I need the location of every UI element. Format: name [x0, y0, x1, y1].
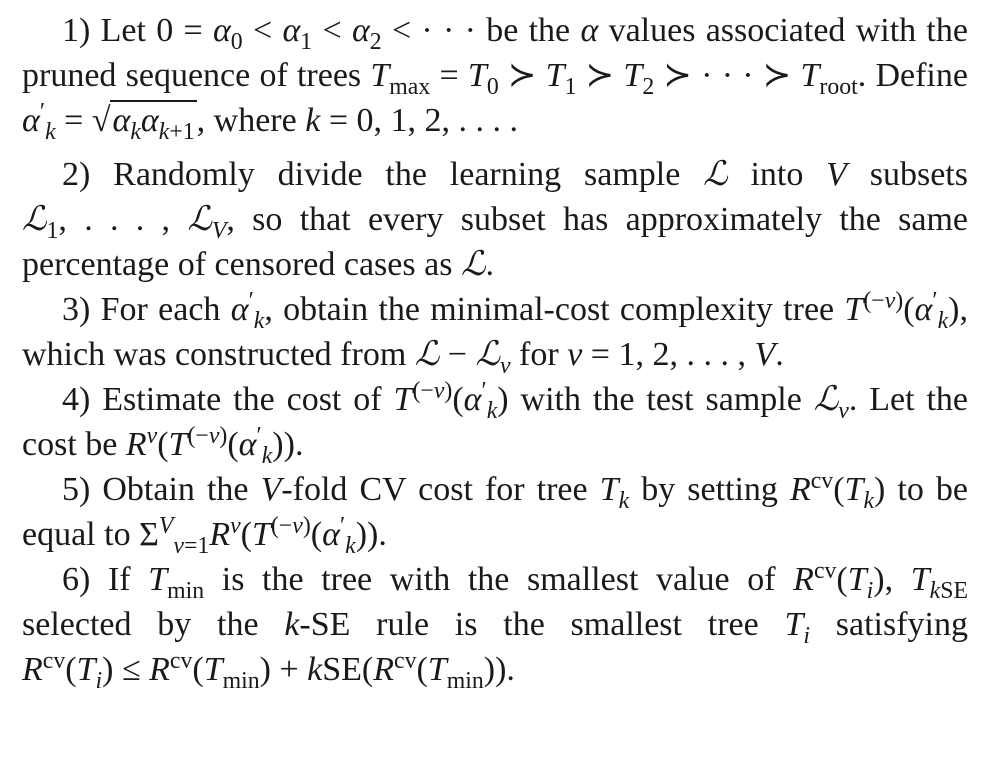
step-6: 6) If $T_{min}$ is the tree with the smallest value of $R^{cv}(T_i)$, $T_{kSE}$ selected by the k-SE rule is the smallest tree $T_i$ satisfying $R^{cv}(T_i) \le R^{cv}(T_{min}) + kSE(R^{cv}(T_{min}))$.: [22, 558, 968, 695]
step-number: 6): [62, 561, 91, 598]
step-4: 4) Estimate the cost of $T^{(-v)}(\alpha'_k)$ with the test sample ℒ$_v$. Let the cost be $R^v(T^{(-v)}(\alpha'_k))$.: [22, 378, 968, 470]
step-number: 5): [62, 471, 91, 508]
step-2: 2) Randomly divide the learning sample ℒ into V subsets ℒ$_1$, . . . , ℒ$_V$, so that every subset has approximately the same percentage of censored cases as ℒ.: [22, 154, 968, 284]
step-number: 2): [62, 156, 91, 193]
step-1: 1) Let $0 = \alpha_0 < \alpha_1 < \alpha_2$ < · · · be the α values associated with the pruned sequence of trees $T_{max} = T_0$ ≻ $T_1$ ≻ $T_2$ ≻ · · · ≻ $T_{root}$. Define $\alpha'_k = √\alpha_k\alpha_{k+1}$, where k = 0, 1, 2, . . . .: [22, 8, 968, 143]
step-number: 1): [62, 12, 91, 49]
step-5: 5) Obtain the V-fold CV cost for tree $T_k$ by setting $R^{cv}(T_k)$ to be equal to $\Sigma^V_{v=1}R^v(T^{(-v)}(\alpha'_k))$.: [22, 468, 968, 560]
step-number: 4): [62, 381, 91, 418]
step-number: 3): [62, 291, 91, 328]
step-3: 3) For each $\alpha'_k$, obtain the minimal-cost complexity tree $T^{(-v)}(\alpha'_k)$, which was constructed from ℒ − ℒ$_v$ for v = 1, 2, . . . , V.: [22, 288, 968, 380]
